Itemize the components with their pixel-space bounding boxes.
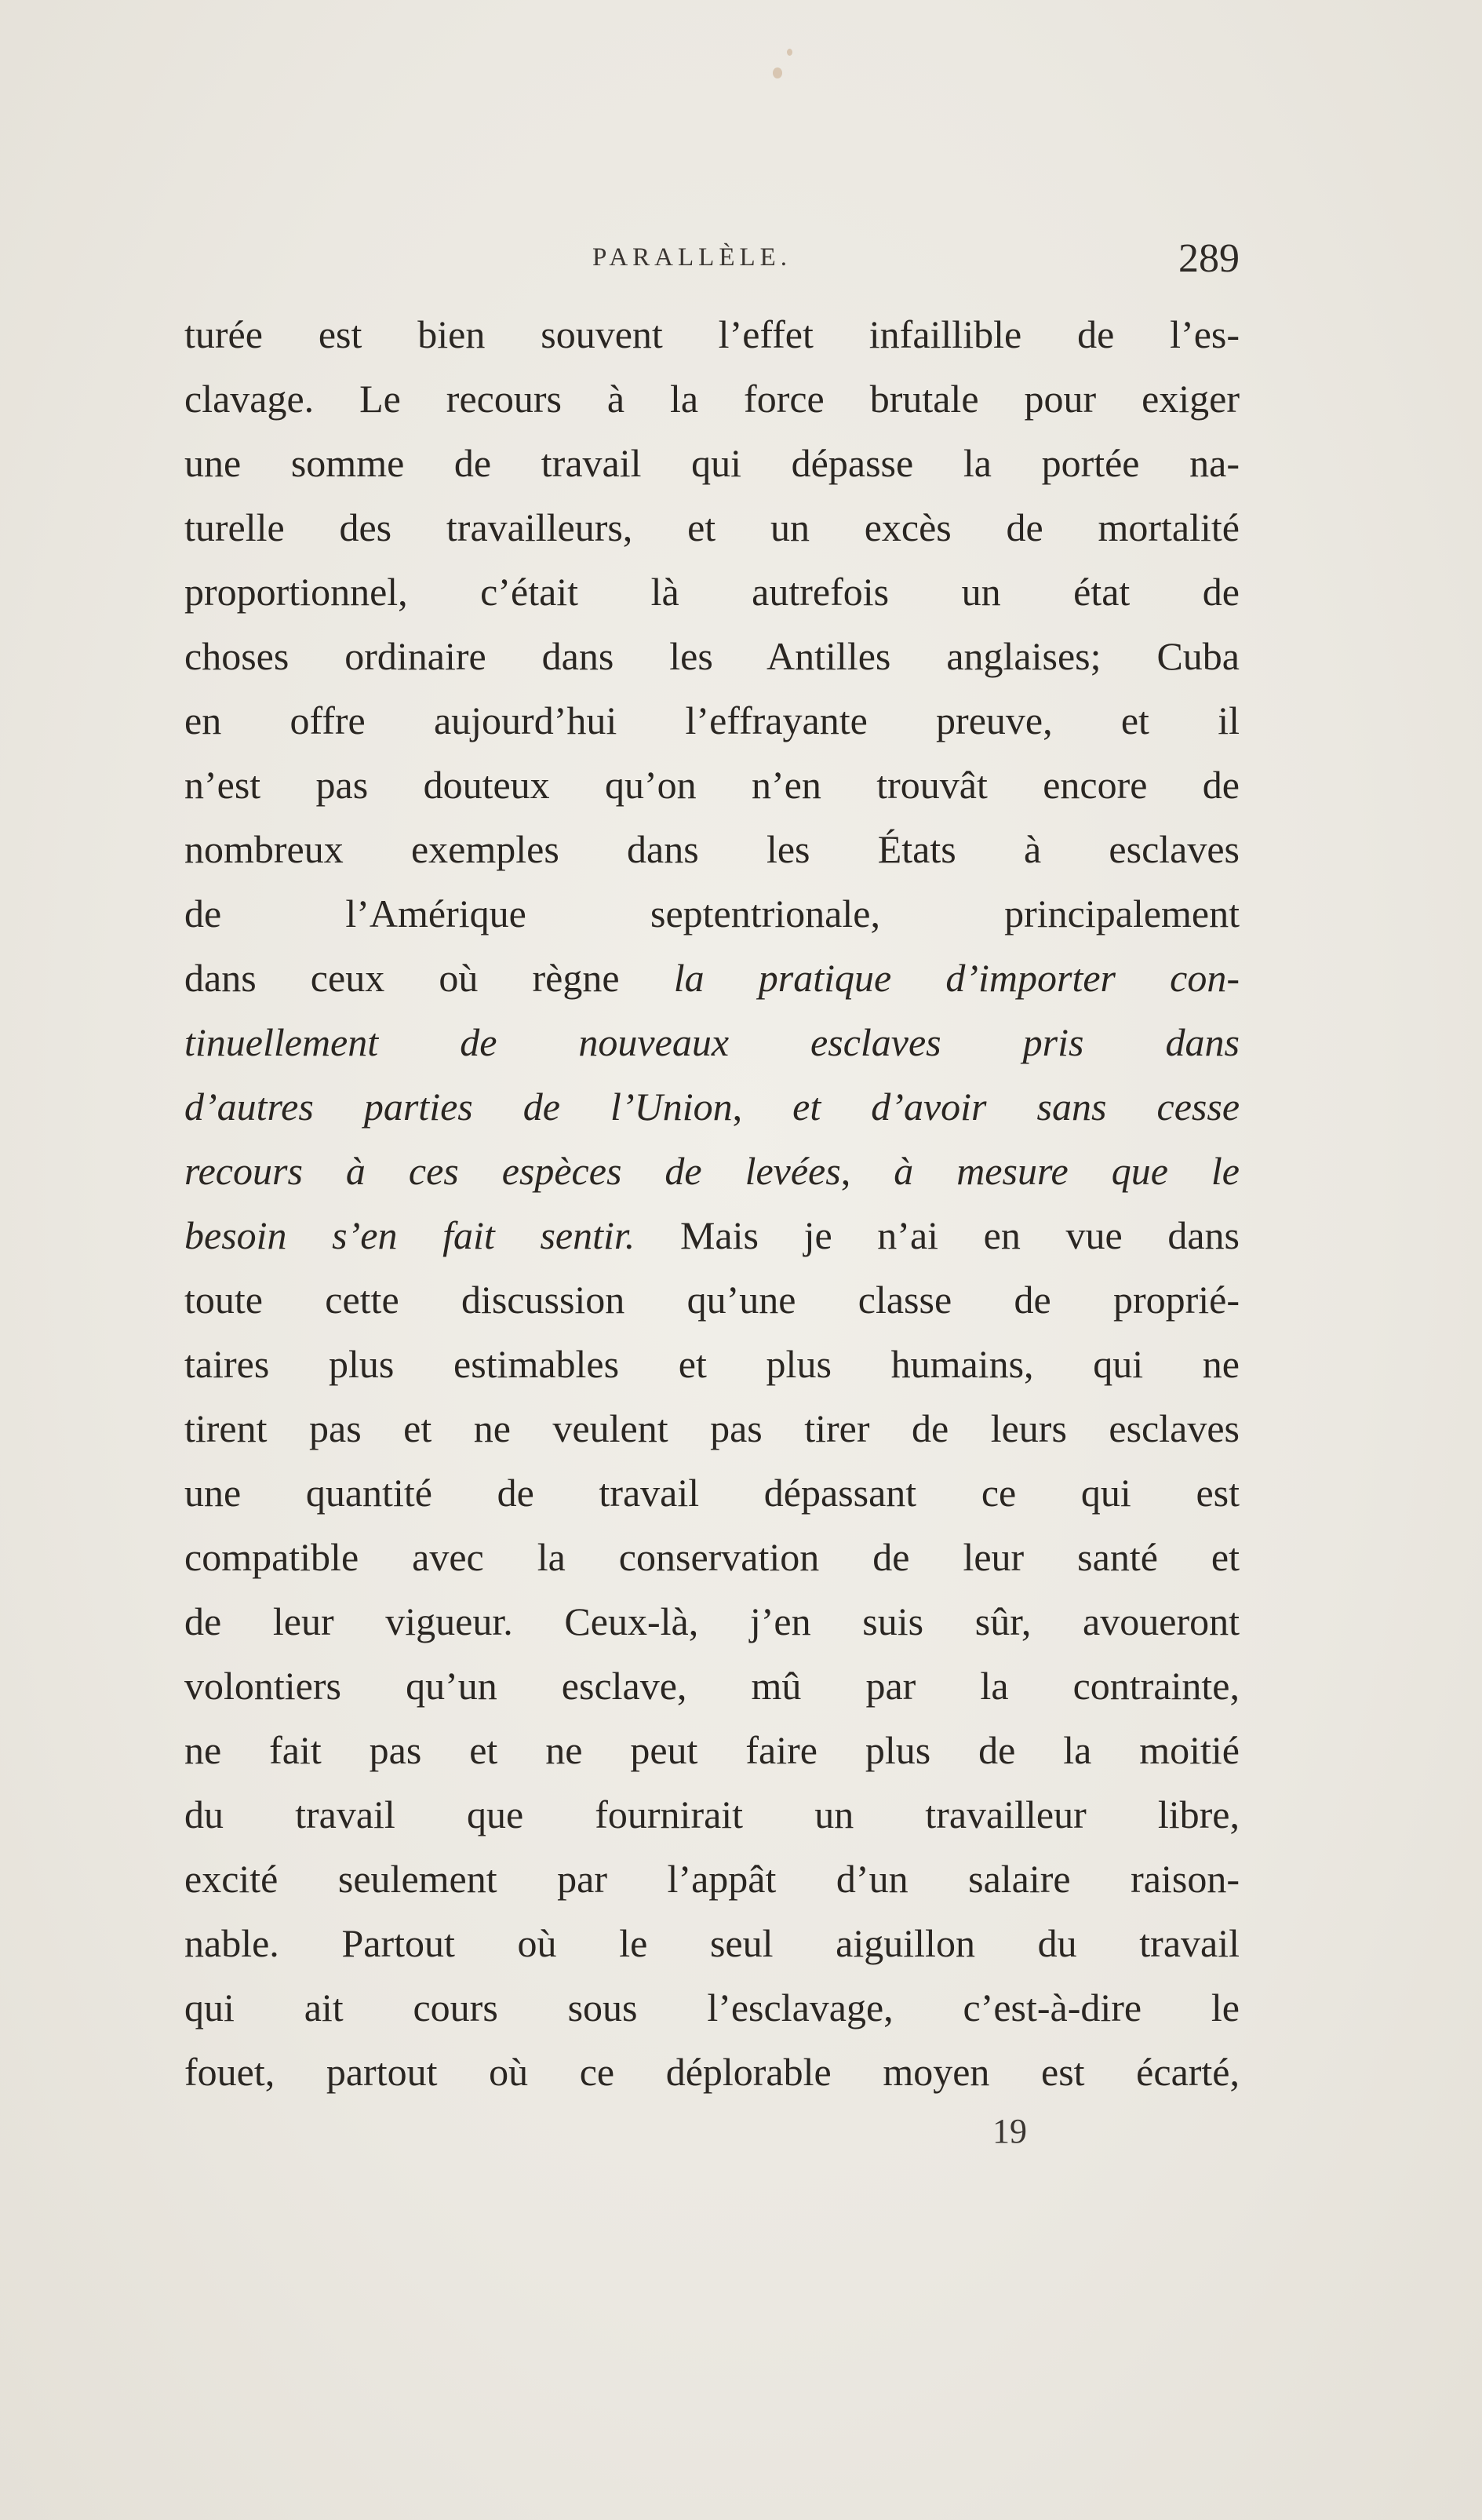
text-segment: une somme de travail qui dépasse la portée na-	[184, 441, 1240, 485]
italic-text-segment: et d’avoir sans cesse	[792, 1085, 1240, 1129]
text-line	[184, 1654, 1240, 1718]
text-segment: proportionnel, c’était là autrefois un état de	[184, 570, 1240, 614]
text-segment: ,	[840, 1149, 894, 1193]
text-segment: qui ait cours sous l’esclavage, c’est-à-dire le	[184, 1986, 1240, 2029]
italic-text-segment: d’autres parties de l’Union	[184, 1085, 733, 1129]
text-line	[184, 1074, 1240, 1139]
text-segment: dans ceux où règne	[184, 956, 674, 1000]
text-segment: tirent pas et ne veulent pas tirer de leurs esclaves	[184, 1406, 1240, 1450]
foxing-spot	[773, 67, 782, 78]
text-line	[184, 2040, 1240, 2104]
text-line	[184, 881, 1240, 946]
text-segment: toute cette discussion qu’une classe de proprié-	[184, 1278, 1240, 1322]
text-line	[184, 1525, 1240, 1589]
text-line	[184, 1718, 1240, 1782]
page-header	[184, 235, 1240, 298]
text-line	[184, 367, 1240, 431]
text-line	[184, 431, 1240, 495]
text-segment: volontiers qu’un esclave, mû par la contrainte,	[184, 1664, 1240, 1708]
body-text	[184, 302, 1240, 2104]
text-line	[184, 688, 1240, 753]
text-line	[184, 1267, 1240, 1332]
text-segment: en offre aujourd’hui l’effrayante preuve, et il	[184, 698, 1240, 742]
text-segment: une quantité de travail dépassant ce qui est	[184, 1471, 1240, 1515]
text-line	[184, 1782, 1240, 1847]
italic-text-segment: besoin s’en fait sentir.	[184, 1213, 635, 1257]
running-title: PARALLÈLE.	[592, 243, 792, 272]
text-segment: turée est bien souvent l’effet infaillible de l’es-	[184, 312, 1240, 356]
text-line	[184, 1203, 1240, 1267]
text-line	[184, 1396, 1240, 1461]
text-line	[184, 1847, 1240, 1911]
signature-mark: 19	[992, 2112, 1027, 2150]
text-segment: de l’Amérique septentrionale, principalement	[184, 892, 1240, 935]
text-line	[184, 817, 1240, 881]
text-line	[184, 1911, 1240, 1975]
italic-text-segment: à mesure que le	[894, 1149, 1240, 1193]
text-line	[184, 1975, 1240, 2040]
text-line	[184, 495, 1240, 560]
text-line	[184, 624, 1240, 688]
text-segment: compatible avec la conservation de leur santé et	[184, 1535, 1240, 1579]
text-line	[184, 1332, 1240, 1396]
italic-text-segment: recours à ces espèces de levées	[184, 1149, 841, 1193]
text-segment: taires plus estimables et plus humains, qui ne	[184, 1342, 1240, 1386]
text-segment: clavage. Le recours à la force brutale pour exiger	[184, 377, 1240, 421]
text-segment: n’est pas douteux qu’on n’en trouvât encore de	[184, 763, 1240, 807]
text-segment: ne fait pas et ne peut faire plus de la moitié	[184, 1728, 1240, 1772]
text-line	[184, 753, 1240, 817]
text-segment: excité seulement par l’appât d’un salaire raison-	[184, 1857, 1240, 1901]
text-line	[184, 1589, 1240, 1654]
text-segment: fouet, partout où ce déplorable moyen est écarté,	[184, 2050, 1240, 2094]
italic-text-segment: tinuellement de nouveaux esclaves pris dans	[184, 1020, 1240, 1064]
text-segment: de leur vigueur. Ceux-là, j’en suis sûr, avoueront	[184, 1599, 1240, 1643]
text-segment: du travail que fournirait un travailleur libre,	[184, 1792, 1240, 1836]
text-segment: nable. Partout où le seul aiguillon du travail	[184, 1921, 1240, 1965]
text-segment: ,	[732, 1085, 793, 1129]
text-line	[184, 560, 1240, 624]
page-number: 289	[1178, 236, 1240, 281]
foxing-spot	[787, 49, 792, 56]
italic-text-segment: la pratique d’importer con-	[673, 956, 1240, 1000]
text-line	[184, 1461, 1240, 1525]
text-segment: nombreux exemples dans les États à esclaves	[184, 827, 1240, 871]
text-line	[184, 1139, 1240, 1203]
text-line	[184, 1010, 1240, 1074]
text-segment: choses ordinaire dans les Antilles anglaises; Cuba	[184, 634, 1240, 678]
text-line	[184, 946, 1240, 1010]
text-segment: Mais je n’ai en vue dans	[635, 1213, 1240, 1257]
text-line	[184, 302, 1240, 367]
text-segment: turelle des travailleurs, et un excès de mortalité	[184, 505, 1240, 549]
